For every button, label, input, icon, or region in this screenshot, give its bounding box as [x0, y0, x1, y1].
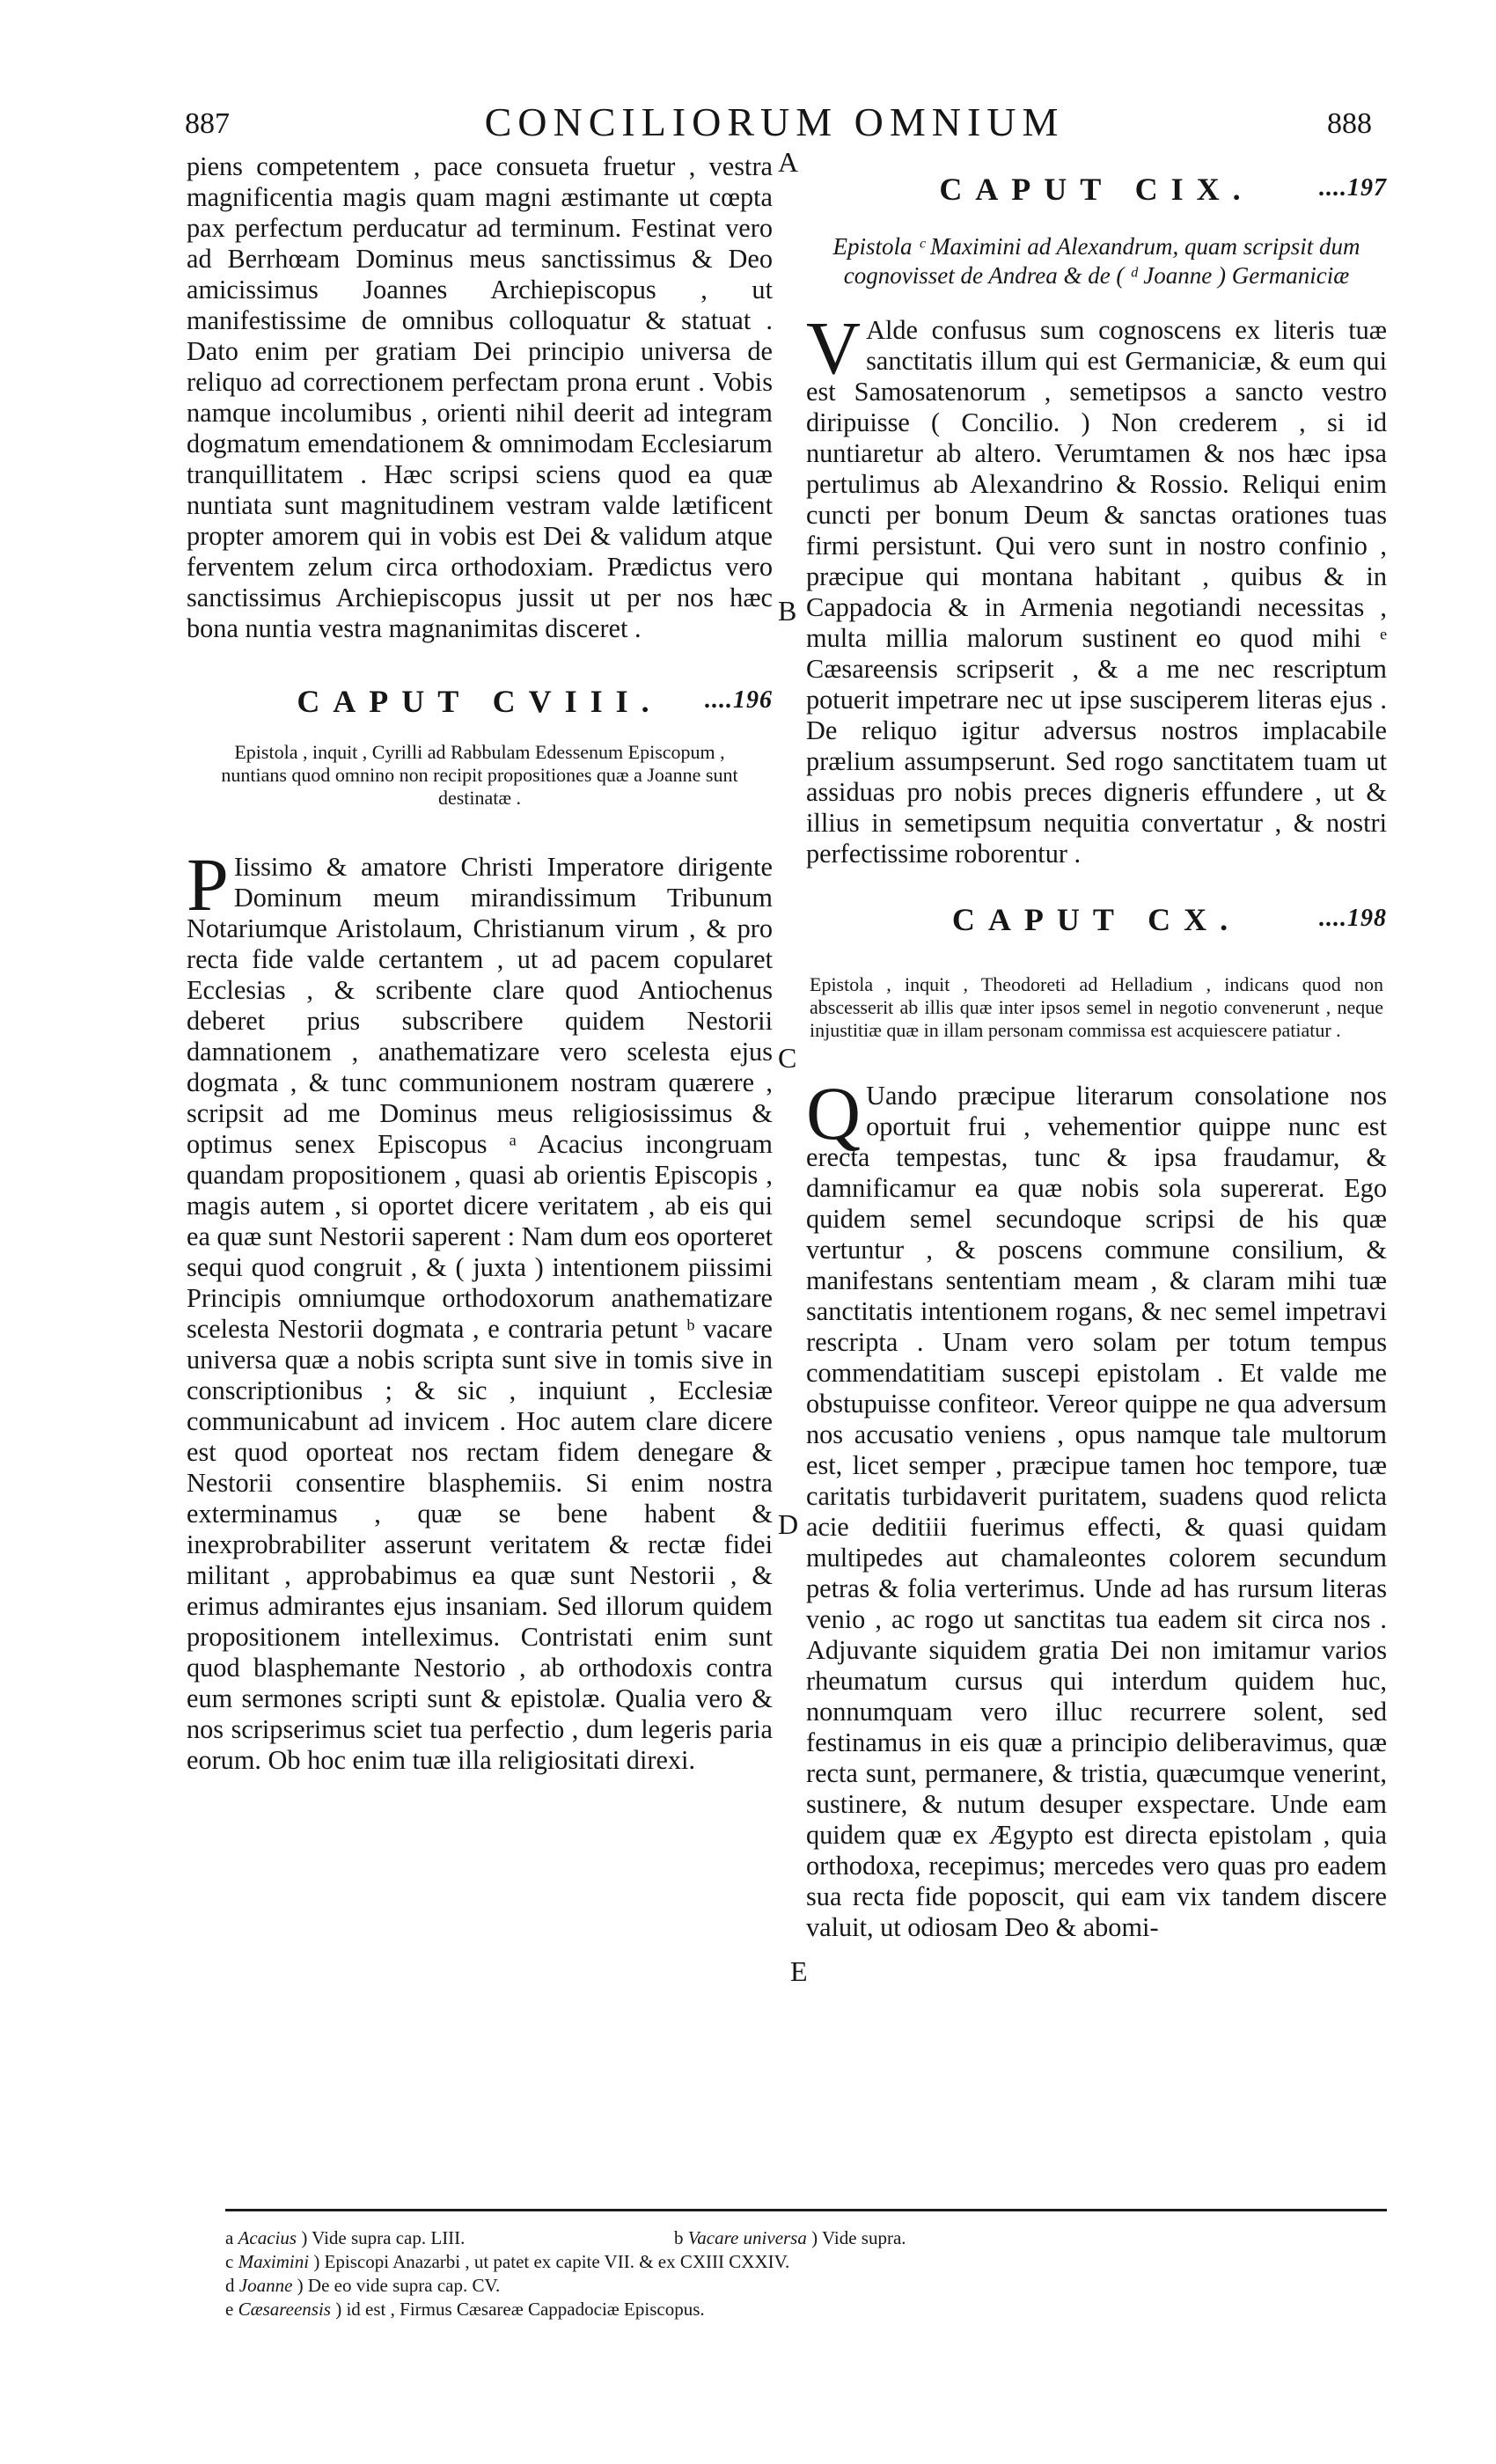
caput-109-body: [806, 305, 1387, 869]
caput-110-summary: Epistola , inquit , Theodoreti ad Helladium , indicans quod non abscesserit ab illis quæ inter ipsos semel in negotio convenerunt , neque injustitiæ quæ in illam personam commissa est acquiescere patiatur .: [810, 973, 1383, 1041]
footnote-a: [225, 2226, 465, 2250]
caput-110-body: [806, 1071, 1387, 1943]
footnote-c-text: ) Episcopi Anazarbi , ut patet ex capite VII. & ex CXIII CXXIV.: [313, 2251, 790, 2272]
footnote-d-text: ) De eo vide supra cap. CV.: [297, 2275, 501, 2296]
footnote-e-mark: e: [225, 2299, 234, 2320]
footnote-d-mark: d: [225, 2275, 235, 2296]
page-title: CONCILIORUM OMNIUM: [484, 99, 1065, 144]
caput-110-drop-cap: Q: [806, 1071, 862, 1155]
page-number-right: 888: [1327, 107, 1372, 140]
margin-letter-c: C: [778, 1042, 797, 1074]
running-head: [0, 99, 1496, 151]
footnote-b-text: ) Vide supra.: [811, 2227, 906, 2248]
footnote-e-text: ) id est , Firmus Cæsareæ Cappadociæ Episcopus.: [335, 2299, 705, 2320]
footnote-d: [225, 2274, 500, 2298]
caput-109-heading: [806, 171, 1387, 208]
caput-109-summary: Epistola ᶜ Maximini ad Alexandrum, quam scripsit dum cognovisset de Andrea & de ( ᵈ Joanne ) Germaniciæ: [832, 233, 1360, 289]
footnote-c-term: Maximini: [238, 2251, 310, 2272]
caput-110-title: CAPUT CX.: [951, 902, 1242, 937]
footnote-b-term: Vacare universa: [687, 2227, 807, 2248]
page-number-left: 887: [185, 107, 230, 140]
caput-110-text: Uando præcipue literarum consolatione nos oportuit frui , vehementior quippe nunc est erecta tempestas, tunc & ipsa fraudamur, & damnificamur ea quæ nobis sola supererat. Ego quidem semel secundoque scripsi de his quæ vertuntur , & poscens commune consilium, & manifestans sententiam meam , & claram mihi tuæ sanctitatis intentionem rogans, & nec semel impetravi rescripta . Unam vero solam per totum tempus commendatitiam suscepi epistolam . Et valde me obstupuisse confiteor. Vereor quippe ne qua adversum nos accusatio veniens , opus namque tale multorum est, licet semper , præcipue tamen hoc tempore, tuæ caritatis turbidaverit puritatem, suadens quod relicta acie deditiii fuerimus effecti, & quasi quidam multipedes aut chamaleontes colorem secundum petras & folia verterimus. Unde ad has rursum literas venio , ac rogo ut sanctitas tua eadem sit circa nos . Adjuvante siquidem gratia Dei non imitamur varios rheumatum cursus qui interdum quidem huc, nonnumquam vero illuc recurrere solent, sed festinamus in eis quæ a principio deliberavimus, quæ recta sunt, permanere, & tristia, quæcumque venerint, sustinere, & nutum desuper exspectare. Unde eam quidem quæ ex Ægypto est directa epistolam , quia orthodoxa, recepimus; mercedes vero quas pro eadem sua recta fide poposcit, qui eam vix tandem discere valuit, ut odiosam Deo & abomi-: [806, 1081, 1387, 1942]
caput-108-body: [187, 842, 773, 1776]
footnote-e: [225, 2298, 705, 2321]
footnote-a-mark: a: [225, 2227, 234, 2248]
caput-108-summary: Epistola , inquit , Cyrilli ad Rabbulam Edessenum Episcopum , nuntians quod omnino non recipit propositiones quæ a Joanne sunt destinatæ .: [221, 741, 738, 809]
footnote-d-term: Joanne: [238, 2275, 293, 2296]
caput-109-number: ....197: [1319, 174, 1387, 202]
right-column: [806, 151, 1387, 1943]
margin-letter-e: E: [790, 1955, 808, 1987]
left-column: [187, 151, 773, 1776]
caput-108-heading: [187, 683, 773, 720]
caput-108-number: ....196: [705, 686, 773, 714]
caput-108-text: Iissimo & amatore Christi Imperatore dirigente Dominum meum mirandissimum Tribunum Notariumque Aristolaum, Christianum virum , & pro recta fide valde certantem , ut ad pacem copularet Ecclesias , & scribente clare quod Antiochenus deberet prius subscribere quidem Nestorii damnationem , anathematizare vero scelesta ejus dogmata , & tunc communionem nostram quærere , scripsit ad me Dominus meus religiosissimus & optimus senex Episcopus ᵃ Acacius incongruam quandam propositionem , quasi ab orientis Episcopis , magis autem , si oportet dicere veritatem , ab eis qui ea quæ sunt Nestorii saperent : Nam dum eos oporteret sequi quod congruit , & ( juxta ) intentionem piissimi Principis omniumque orthodoxorum anathematizare scelesta Nestorii dogmata , e contraria petunt ᵇ vacare universa quæ a nobis scripta sunt sive in tomis sive in conscriptionibus ; & sic , inquiunt , Ecclesiæ communicabunt ad invicem . Hoc autem clare dicere est quod oporteat nos rectam fidem denegare & Nestorii consentire blasphemiis. Si enim nostra exterminamus , quæ se bene habent & inexprobrabiliter asserunt veritatem & rectæ fidei militant , approbabimus ea quæ sunt Nestorii , & erimus admirantes ejus insaniam. Sed illorum quidem propositionem intelleximus. Contristati enim sunt quod blasphemante Nestorio , ab orthodoxis contra eum sermones scripti sunt & epistolæ. Qualia vero & nos scripserimus sciet tua perfectio , dum legeris paria eorum. Ob hoc enim tuæ illa religiositati direxi.: [187, 852, 773, 1775]
intro-paragraph: piens competentem , pace consueta fruetur , vestra magnificentia magis quam magni æstimante ut cœpta pax perfectum perducatur ad terminum. Festinat vero ad Berrhœam Dominus meus sanctissimus & Deo amicissimus Joannes Archiepiscopus , ut manifestissime de omnibus colloquatur & statuat . Dato enim per gratiam Dei principio universa de reliquo ad correctionem perfectam prona erunt . Vobis namque incolumibus , orienti nihil deerit ad integram dogmatum emendationem & omnimodam Ecclesiarum tranquillitatem . Hæc scripsi sciens quod ea quæ nuntiata sunt magnitudinem vestram valde lætificent propter amorem qui in vobis est Dei & validum atque ferventem zelum circa orthodoxiam. Prædictus vero sanctissimus Archiepiscopus jussit ut per nos hæc bona nuntia vestra magnanimitas disceret .: [187, 151, 773, 643]
caput-110-number: ....198: [1319, 905, 1387, 932]
footnote-e-term: Cæsareensis: [238, 2299, 331, 2320]
footnote-b: [674, 2226, 906, 2250]
caput-109-drop-cap: V: [806, 305, 862, 390]
margin-letter-d: D: [778, 1508, 799, 1540]
caput-108-drop-cap: P: [187, 842, 229, 927]
caput-109-text: Alde confusus sum cognoscens ex literis tuæ sanctitatis illum qui est Germaniciæ, & eum qui est Samosatenorum , semetipsos a sancto vestro diripuisse ( Concilio. ) Non crederem , si id nuntiaretur ab altero. Verumtamen & nos hæc ipsa pertulimus ab Alexandrino & Rossio. Reliqui enim cuncti per bonum Deum & sanctas orationes tuas firmi persistunt. Qui vero sunt in nostro confinio , præcipue qui montana habitant , quibus & in Cappadocia & in Armenia negotiandi necessitas , multa millia malorum sustinent eo quod mihi ᵉ Cæsareensis scripserit , & a me nec rescriptum potuerit impetrare nec ut ipse susciperem literas ejus . De reliquo igitur adversus nostros implacabile prælium assumpserunt. Sed rogo sanctitatem tuam ut assiduas pro nobis preces digneris effundere , ut & illius in semetipsum nequitia convertatur , & nostri perfectissime roborentur .: [806, 315, 1387, 869]
caput-110-heading: [806, 901, 1387, 938]
footnote-rule: [225, 2209, 1387, 2211]
margin-letter-a: A: [778, 146, 799, 178]
footnote-c: [225, 2250, 789, 2274]
margin-letter-b: B: [778, 595, 797, 627]
footnote-b-mark: b: [674, 2227, 684, 2248]
footnote-a-text: ) Vide supra cap. LIII.: [301, 2227, 466, 2248]
footnote-a-term: Acacius: [238, 2227, 297, 2248]
caput-109-title: CAPUT CIX.: [939, 172, 1254, 207]
footnote-c-mark: c: [225, 2251, 234, 2272]
caput-108-title: CAPUT CVIII.: [297, 684, 663, 719]
